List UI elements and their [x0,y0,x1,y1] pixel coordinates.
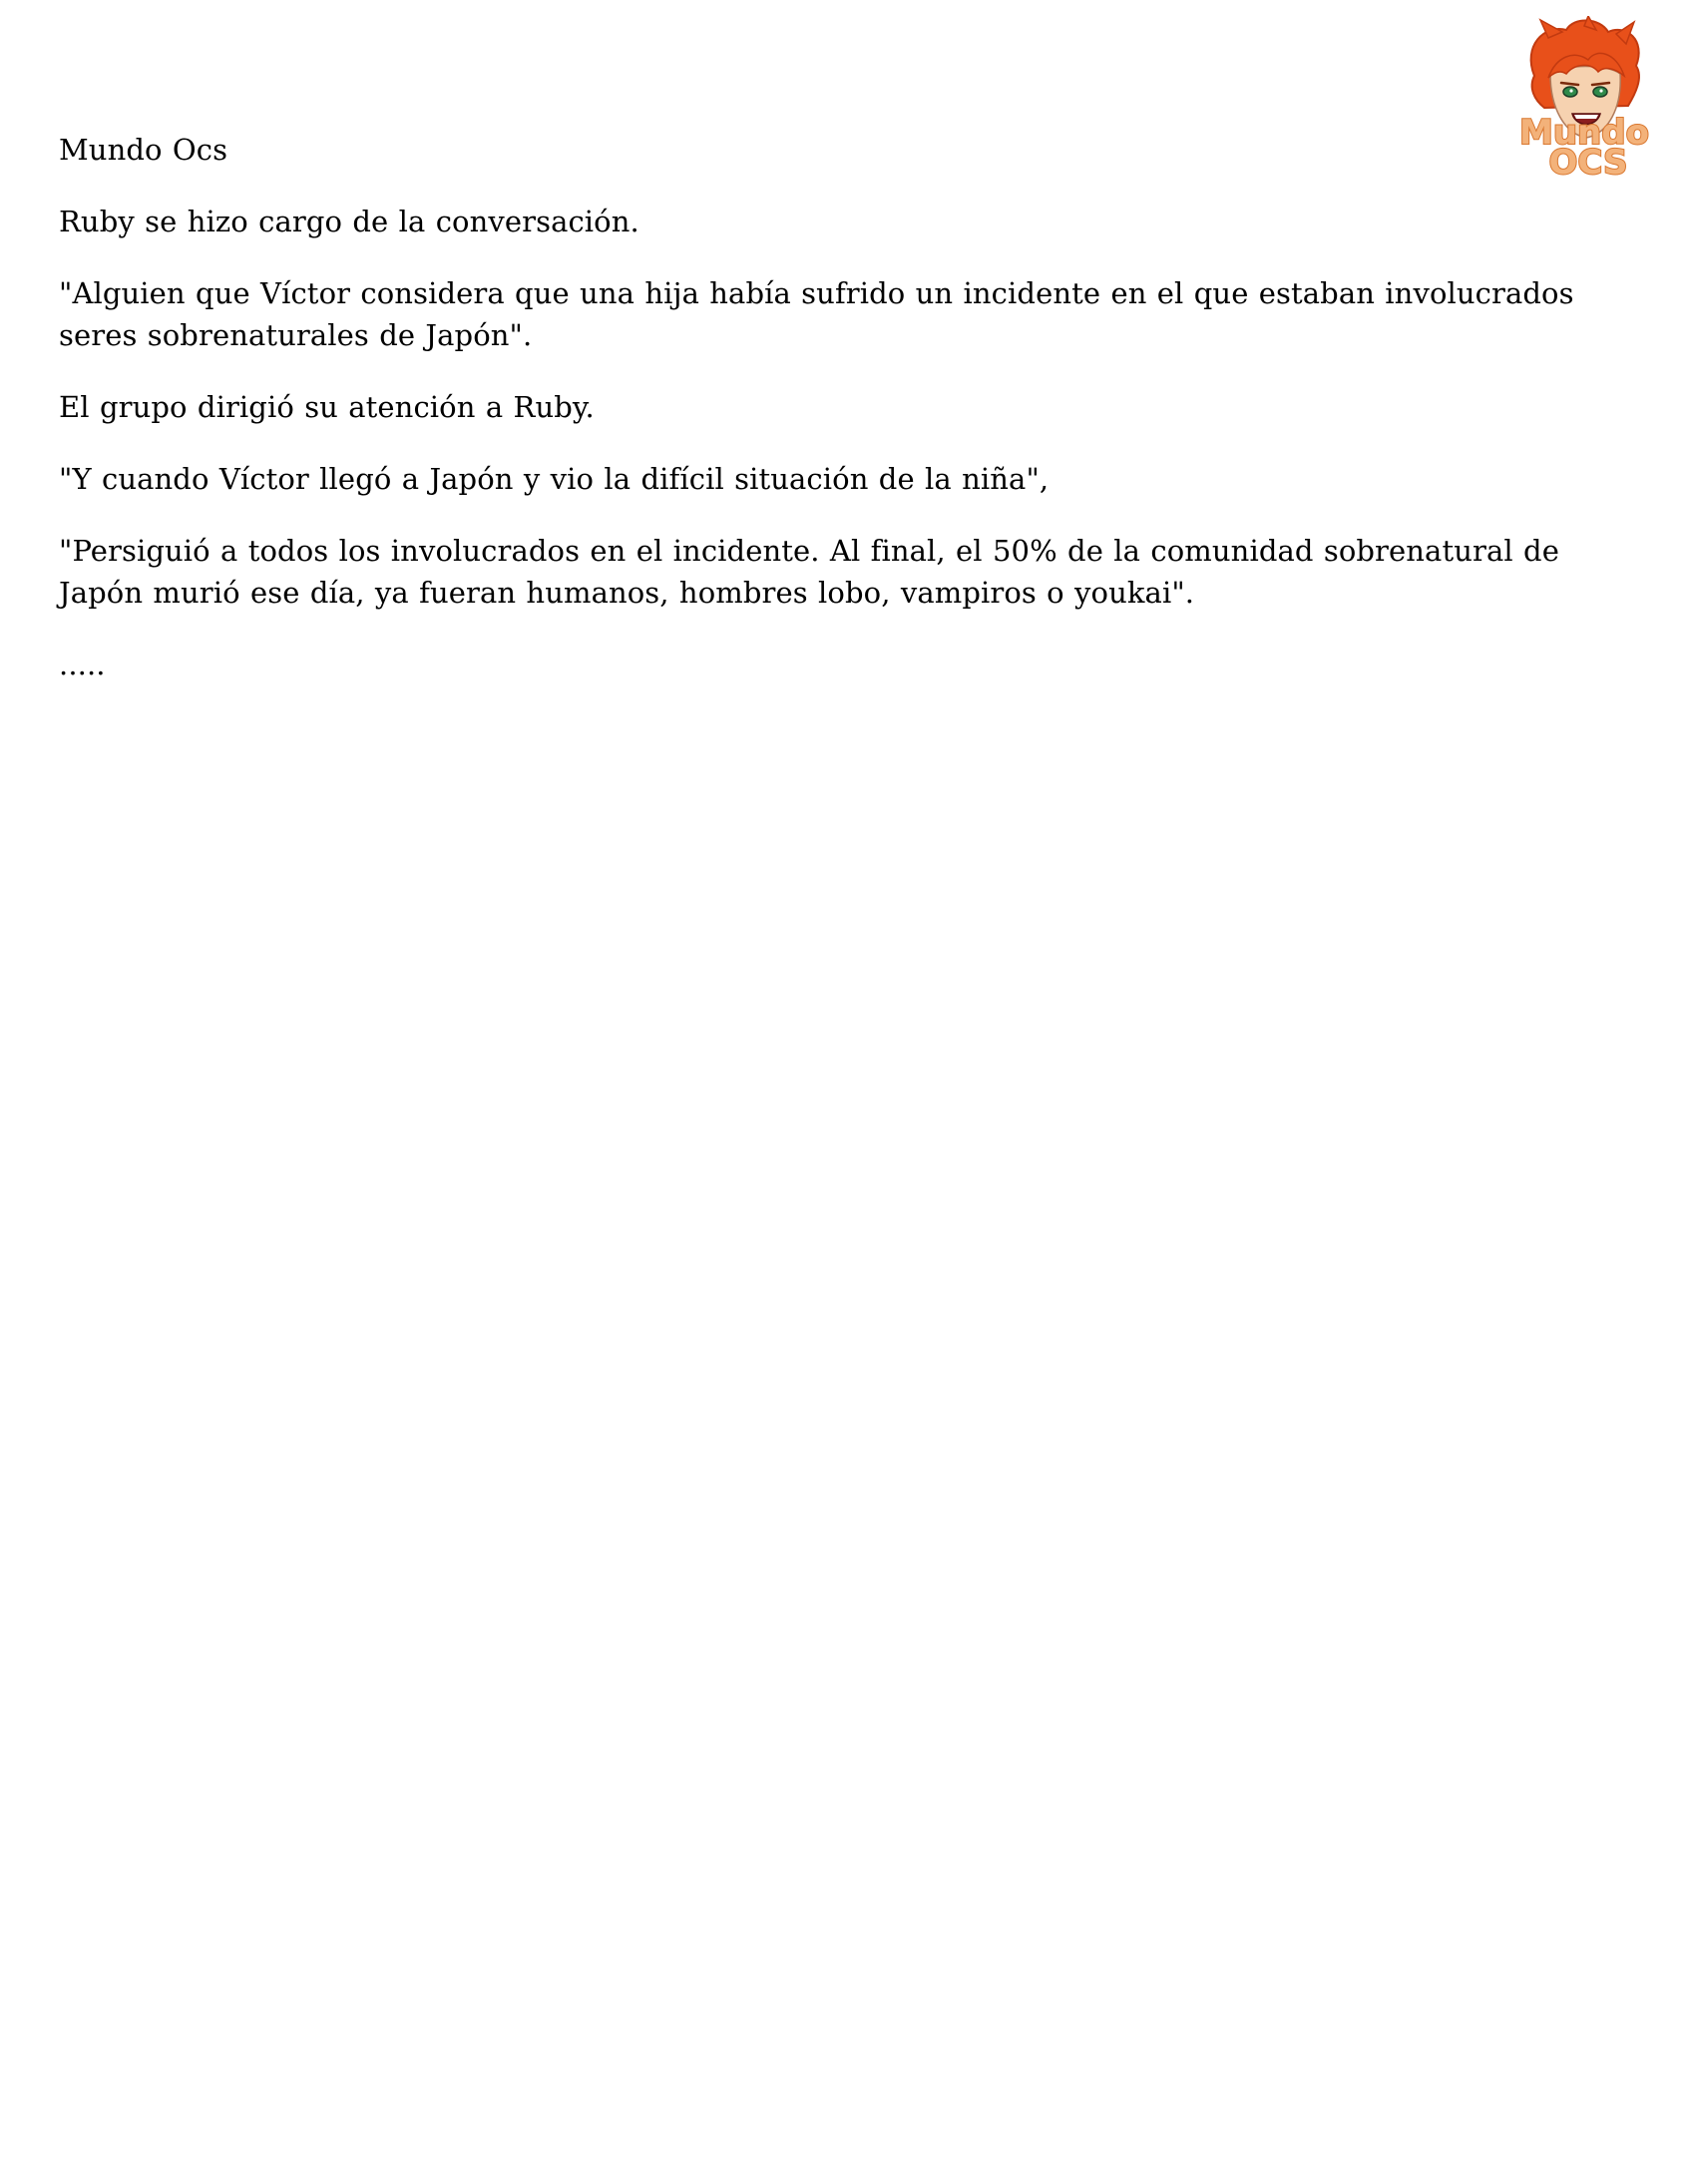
paragraph: "Y cuando Víctor llegó a Japón y vio la difícil situación de la niña", [59,462,1050,496]
logo-text-line2: OCS [1548,143,1628,180]
paragraph-ellipsis: ..... [59,648,106,681]
paragraph: "Persiguió a todos los involucrados en el incidente. Al final, el 50% de la comunidad sobrenatural de Japón murió ese día, ya fueran humanos, hombres lobo, vampiros o youkai". [59,534,1570,610]
paragraph: Ruby se hizo cargo de la conversación. [59,205,639,238]
logo-text-line1: Mundo [1519,113,1649,153]
paragraph-header: Mundo Ocs [59,133,228,167]
document-body [59,129,1595,715]
paragraph: El grupo dirigió su atención a Ruby. [59,390,595,424]
paragraph: "Alguien que Víctor considera que una hija había sufrido un incidente en el que estaban involucrados seres sobrenaturales de Japón". [59,276,1584,352]
